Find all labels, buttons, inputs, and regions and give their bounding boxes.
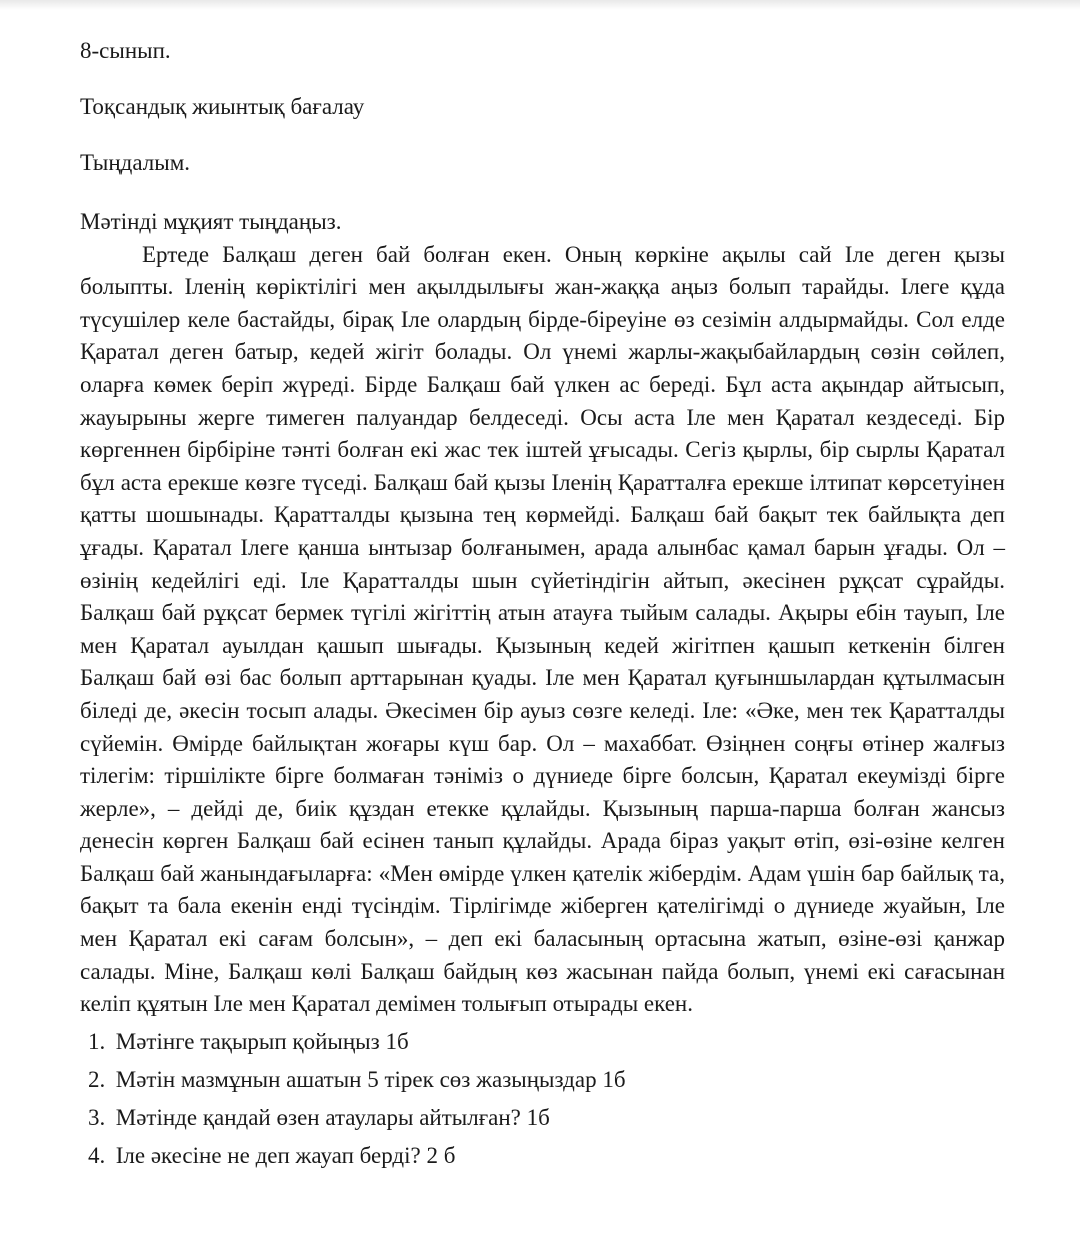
question-text: Мәтінде қандай өзен атаулары айтылған? 1б [115, 1104, 550, 1130]
question-number: 4. [88, 1142, 106, 1168]
section-title: Тыңдалым. [80, 150, 191, 175]
instruction-text: Мәтінді мұқият тыңдаңыз. [80, 209, 342, 234]
page-top-shadow [0, 0, 1080, 10]
question-item [88, 1143, 1005, 1169]
story-paragraph: Ертеде Балқаш деген бай болған екен. Оның көркіне ақылы сай Іле деген қызы болыпты. Іленің көріктілігі мен ақылдылығы жан-жаққа аңыз болып тарайды. Ілеге құда түсушілер келе бастайды, бірақ Іле олардың бірде-біреуіне өз сезімін алдырмайды. Сол елде Қаратал деген батыр, кедей жігіт болады. Ол үнемі жарлы-жақыбайлардың сөзін сөйлеп, оларға көмек беріп жүреді. Бірде Балқаш бай үлкен ас береді. Бұл аста ақындар айтысып, жауырыны жерге тимеген палуандар белдеседі. Осы аста Іле мен Қаратал кездеседі. Бір көргеннен бірбіріне тәнті болған екі жас тек іштей ұғысады. Сегіз қырлы, бір сырлы Қаратал бұл аста ерекше көзге түседі. Балқаш бай қызы Іленің Қаратталға ерекше ілтипат көрсетуінен қатты шошынады. Қаратталды қызына тең көрмейді. Балқаш бай бақыт тек байлықта деп ұғады. Қаратал Ілеге қанша ынтызар болғанымен, арада алынбас қамал барын ұғады. Ол – өзінің кедейлігі еді. Іле Қаратталды шын сүйетіндігін айтып, әкесінен рұқсат сұрайды. Балқаш бай рұқсат бермек түгілі жігіттің атын атауға тыйым салады. Ақыры ебін тауып, Іле мен Қаратал ауылдан қашып шығады. Қызының кедей жігітпен қашып кеткенін білген Балқаш бай өзі бас болып арттарынан қуады. Іле мен Қаратал қуғыншылардан құтылмасын біледі де, әкесін тосып алады. Әкесімен бір ауыз сөзге келеді. Іле: «Әке, мен тек Қаратталды сүйемін. Өмірде байлықтан жоғары күш бар. Ол – махаббат. Өзіңнен соңғы өтінер жалғыз тілегім: тіршілікте бірге болмаған тәніміз о дүниеде бірге болсын, Қаратал екеумізді бірге жерле», – дейді де, биік құздан етекке құлайды. Қызының парша-парша болған жансыз денесін көрген Балқаш бай есінен танып құлайды. Арада біраз уақыт өтіп, өзі-өзіне келген Балқаш бай жанындағыларға: «Мен өмірде үлкен қателік жібердім. Адам үшін бар байлық та, бақыт та бала екенін енді түсіндім. Тірлігімде жіберген қателігімді о дүниеде жуайын, Іле мен Қаратал екі сағам болсын», – деп екі баласының ортасына жатып, өзіне-өзі қанжар салады. Міне, Балқаш көлі Балқаш байдың көз жасынан пайда болып, үнемі екі сағасынан келіп құятын Іле мен Қаратал демімен толығып отырады екен. [80, 241, 1005, 1017]
grade-label: 8-сынып. [80, 38, 171, 63]
question-text: Мәтін мазмұнын ашатын 5 тірек сөз жазыңыздар 1б [115, 1066, 626, 1092]
question-text: Іле әкесіне не деп жауап берді? 2 б [115, 1142, 456, 1168]
document-page [80, 38, 1005, 1181]
question-number: 1. [88, 1028, 106, 1054]
question-item [88, 1029, 1005, 1055]
question-item [88, 1105, 1005, 1131]
question-item [88, 1067, 1005, 1093]
question-number: 3. [88, 1104, 106, 1130]
assessment-title: Тоқсандық жиынтық бағалау [80, 94, 365, 119]
question-text: Мәтінге тақырып қойыңыз 1б [115, 1028, 409, 1054]
question-number: 2. [88, 1066, 106, 1092]
question-list [88, 1029, 1005, 1169]
